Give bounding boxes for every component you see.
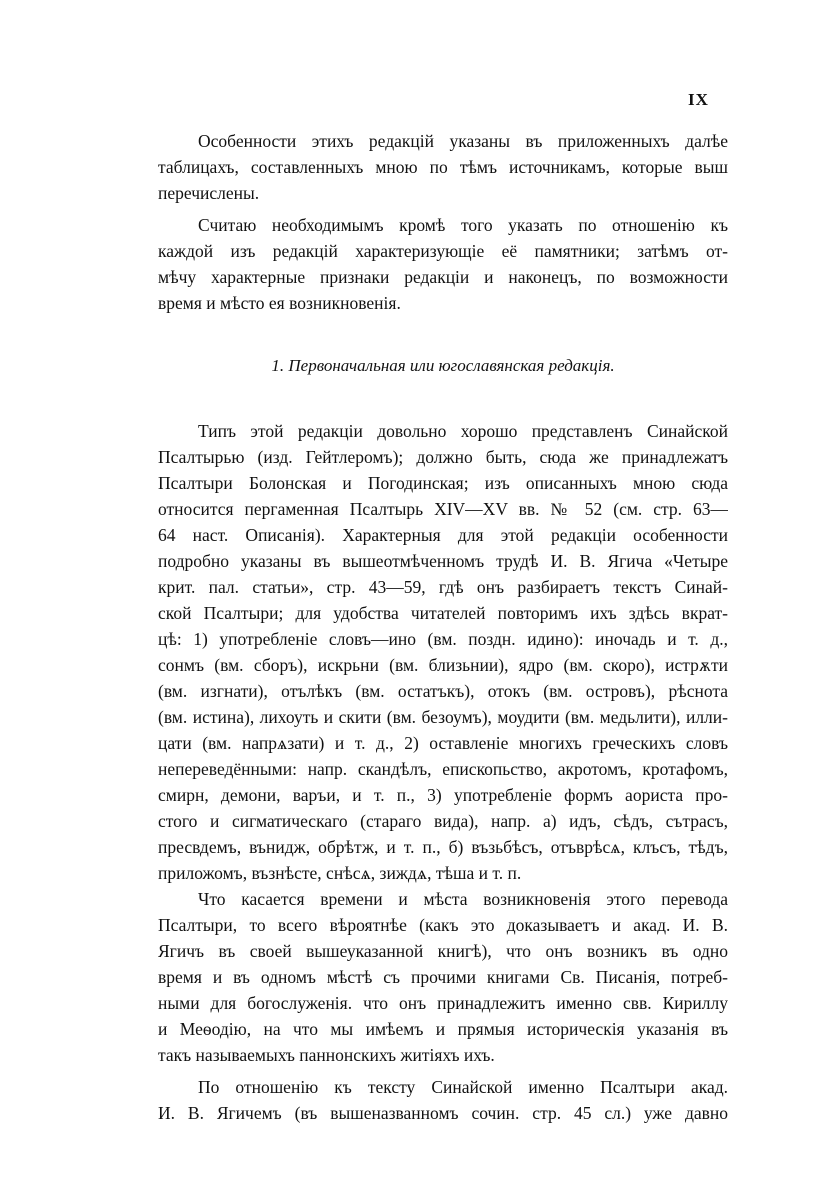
body-line: сонмъ (вм. сборъ), искрьни (вм. близьнии), ядро (вм. скоро), истрѫти xyxy=(158,655,728,675)
body-line: подробно указаны въ вышеотмѣченномъ трудѣ И. В. Ягича «Четыре xyxy=(158,551,728,571)
intro-line: Считаю необходимымъ кромѣ того указать по отношенію къ xyxy=(198,215,728,235)
body-line: Что касается времени и мѣста возникновенія этого перевода xyxy=(198,889,728,909)
body-line: 64 наст. Описанія). Характерныя для этой редакціи особенности xyxy=(158,525,728,545)
body-line: ской Псалтыри; для удобства читателей повторимъ ихъ здѣсь вкрат- xyxy=(158,603,728,623)
body-line: стого и сигматическаго (стараго вида), напр. а) идъ, сѣдъ, сътрасъ, xyxy=(158,811,728,831)
intro-line: мѣчу характерные признаки редакціи и наконецъ, по возможности xyxy=(158,267,728,287)
body-line: Ягичъ въ своей вышеуказанной книгѣ), что онъ возникъ въ одно xyxy=(158,941,728,961)
body-line: И. В. Ягичемъ (въ вышеназванномъ сочин. стр. 45 сл.) уже давно xyxy=(158,1103,728,1123)
body-line: время и въ одномъ мѣстѣ съ прочими книгами Св. Писанія, потреб- xyxy=(158,967,728,987)
intro-line: время и мѣсто ея возникновенія. xyxy=(158,293,401,313)
body-line: Псалтыри Болонская и Погодинская; изъ описанныхъ мною сюда xyxy=(158,473,728,493)
body-line: Псалтырью (изд. Гейтлеромъ); должно быть, сюда же принадлежатъ xyxy=(158,447,728,467)
body-line: пресвдемъ, вънидж, обрѣтж, и т. п., б) възьбѣсъ, отъврѣсѧ, клъсъ, тѣдъ, xyxy=(158,837,728,857)
section-heading: 1. Первоначальная или югославянская редакція. xyxy=(271,356,615,375)
body-line: непереведёнными: напр. скандѣлъ, епископьство, акротомъ, кротафомъ, xyxy=(158,759,728,779)
page-number: IX xyxy=(688,90,709,109)
body-line: По отношенію къ тексту Синайской именно Псалтыри акад. xyxy=(198,1077,728,1097)
intro-line: каждой изъ редакцій характеризующіе её памятники; затѣмъ от- xyxy=(158,241,728,261)
body-line: цѣ: 1) употребленіе словъ—ино (вм. поздн. идино): иночадь и т. д., xyxy=(158,629,728,649)
body-line: относится пергаменная Псалтырь XIV—XV вв. № 52 (см. стр. 63— xyxy=(158,499,728,519)
intro-line: таблицахъ, составленныхъ мною по тѣмъ источникамъ, которые выш xyxy=(158,157,728,177)
body-text xyxy=(158,418,728,1126)
body-line: ными для богослуженія. что онъ принадлежитъ именно свв. Кириллу xyxy=(158,993,728,1013)
intro-text xyxy=(158,128,728,316)
body-line: Псалтыри, то всего вѣроятнѣе (какъ это доказываетъ и акад. И. В. xyxy=(158,915,728,935)
body-line: и Меѳодію, на что мы имѣемъ и прямыя историческія указанія въ xyxy=(158,1019,728,1039)
body-line: крит. пал. статьи», стр. 43—59, гдѣ онъ разбираетъ текстъ Синай- xyxy=(158,577,728,597)
intro-line: перечислены. xyxy=(158,183,260,203)
body-line: Типъ этой редакціи довольно хорошо представленъ Синайской xyxy=(198,421,728,441)
body-line: (вм. изгнати), отълѣкъ (вм. остатъкъ), отокъ (вм. островъ), рѣснота xyxy=(158,681,728,701)
intro-line: Особенности этихъ редакцій указаны въ приложенныхъ далѣе xyxy=(198,131,728,151)
body-line: смирн, демони, варъи, и т. п., 3) употребленіе формъ аориста про- xyxy=(158,785,728,805)
body-line: приложомъ, възнѣсте, снѣсѧ, зиждѧ, тѣша и т. п. xyxy=(158,863,522,883)
body-line: цати (вм. напрѧзати) и т. д., 2) оставленіе многихъ греческихъ словъ xyxy=(158,733,728,753)
body-line: (вм. истина), лихоуть и скити (вм. безоумъ), моудити (вм. медьлити), илли- xyxy=(158,707,728,727)
body-line: такъ называемыхъ паннонскихъ житіяхъ ихъ. xyxy=(158,1045,495,1065)
